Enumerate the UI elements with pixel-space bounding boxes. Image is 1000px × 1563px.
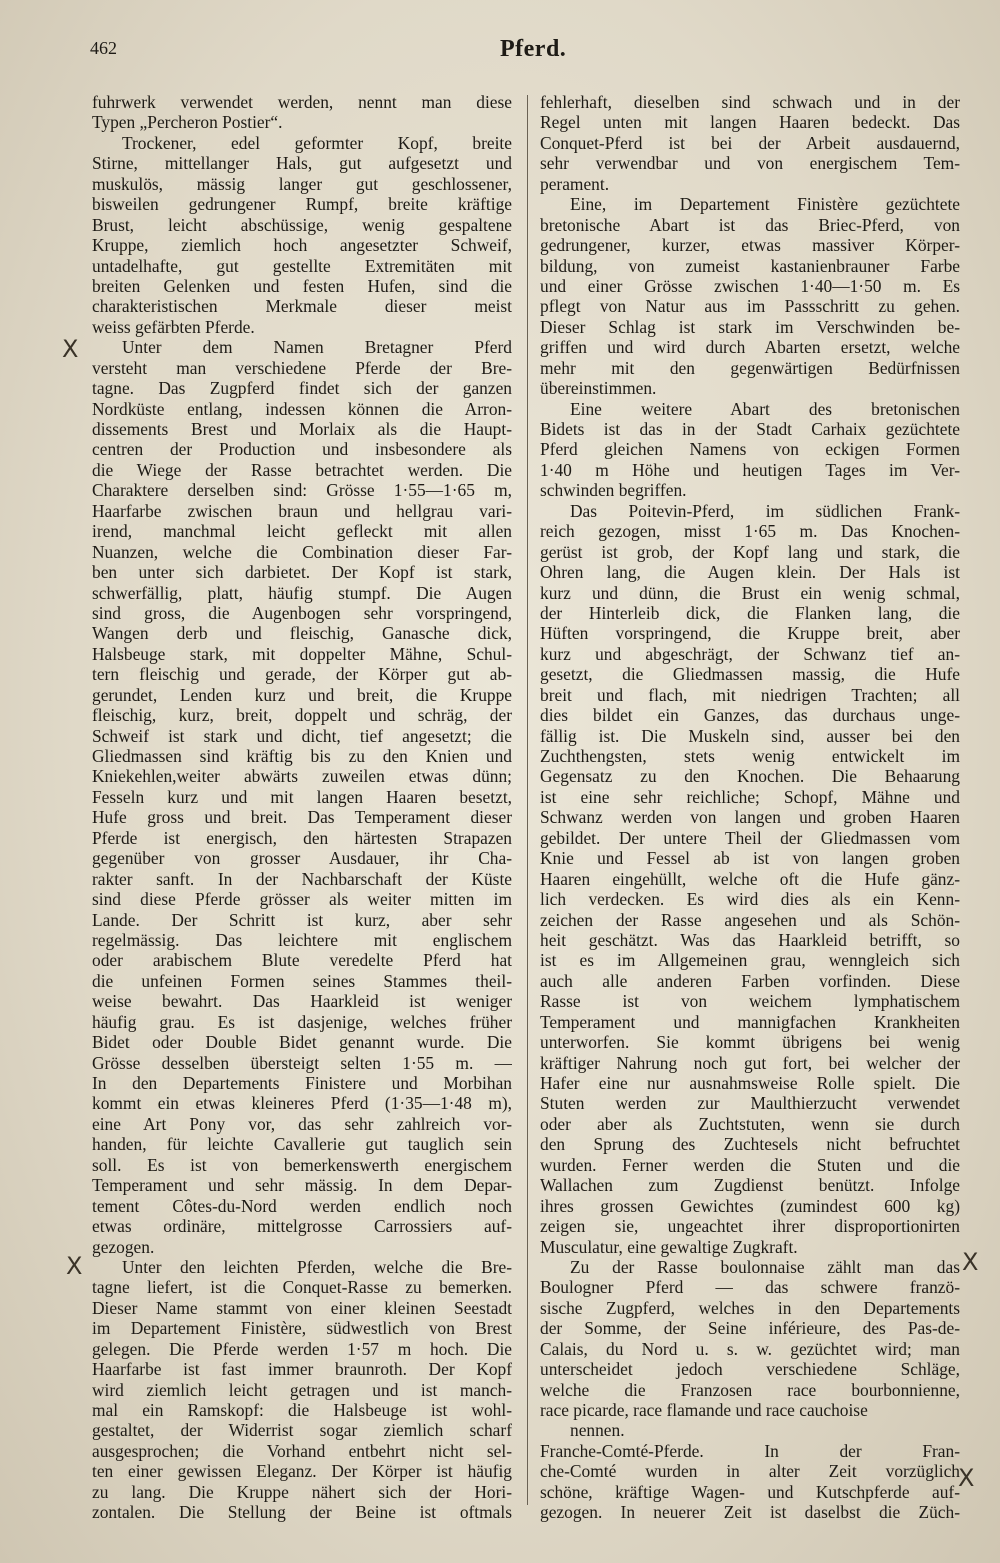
text-line: centren der Production und insbesondere als (92, 439, 512, 460)
text-line: mal ein Ramskopf: die Halsbeuge ist wohl- (92, 1400, 512, 1420)
text-line: Zuchthengsten, stets wenig entwickelt im (540, 746, 960, 766)
text-line: die unfeinen Formen seines Stammes theil- (92, 970, 512, 991)
text-line: Franche-Comté-Pferde. In der Fran- (540, 1440, 960, 1461)
text-line: gesetzt, die Gliedmassen massig, die Hufe (540, 664, 960, 685)
text-line: gerundet, Lenden kurz und breit, die Kruppe (92, 684, 512, 705)
text-line: charakteristischen Merkmale dieser meist (92, 296, 512, 317)
text-line: Brust, leicht abschüssige, wenig gespaltene (92, 214, 512, 235)
text-line: kommt ein etwas kleineres Pferd (1·35—1·48 m), (92, 1093, 512, 1114)
text-line: der Somme, der Seine inférieure, des Pas-de- (540, 1318, 960, 1339)
text-line: Musculatur, eine gewaltige Zugkraft. (540, 1236, 798, 1257)
text-line: gezogen. (92, 1236, 155, 1257)
text-line: im Departement Finistère, südwestlich von Brest (92, 1318, 512, 1339)
text-line: Stirne, mittellanger Hals, gut aufgesetzt und (92, 153, 512, 174)
text-line: kurz und abgeschrägt, der Schwanz tief an- (540, 643, 960, 664)
text-line: Kniekehlen,weiter abwärts zuweilen etwas dünn; (92, 766, 512, 787)
text-line: bildung, von zumeist kastanienbrauner Farbe (540, 255, 960, 276)
text-line: heit geschätzt. Was das Haarkleid betrifft, so (540, 929, 960, 950)
running-title: Pferd. (500, 36, 567, 62)
text-line: Boulogner Pferd — das schwere franzö- (540, 1277, 960, 1298)
text-line: unterworfen. Sie kommt übrigens bei wenig (540, 1032, 960, 1053)
text-line: gedrungener, kurzer, etwas massiver Körper- (540, 235, 960, 256)
text-line: Wangen derb und fleischig, Ganasche dick, (92, 623, 512, 644)
text-line: tement Côtes-du-Nord werden endlich noch (92, 1195, 512, 1216)
text-line: breiten Gelenken und festen Hufen, sind die (92, 275, 512, 296)
text-line: Schweif ist stark und dicht, tief angesetzt; die (92, 725, 512, 746)
text-line: Haarfarbe zwischen braun und hellgrau vari- (92, 500, 512, 521)
text-line: übereinstimmen. (540, 378, 657, 399)
text-line: Hüften vorspringend, die Kruppe breit, aber (540, 623, 960, 644)
text-line: gezogen. In neuerer Zeit ist daselbst die Züch- (540, 1502, 960, 1523)
text-line: Charaktere derselben sind: Grösse 1·55—1·65 m, (92, 480, 512, 501)
text-line: den Sprung des Zuchtesels nicht befruchtet (540, 1134, 960, 1155)
text-line: Pferd gleichen Namens von eckigen Formen (540, 439, 960, 460)
text-line: dissements Brest und Morlaix als die Haupt- (92, 419, 512, 439)
text-line: häufig grau. Es ist dasjenige, welches früher (92, 1011, 512, 1032)
text-line: schwerfällig, platt, häufig stumpf. Die Augen (92, 582, 512, 603)
text-line: tern fleischig und gerade, der Körper gut ab- (92, 664, 512, 685)
text-line: rakter sanft. In der Nachbarschaft der Küste (92, 868, 512, 889)
text-line: der Hinterleib dick, die Flanken lang, die (540, 602, 960, 623)
text-line: gelegen. Die Pferde werden 1·57 m hoch. Die (92, 1338, 512, 1359)
text-line: reich gezogen, misst 1·65 m. Das Knochen- (540, 521, 960, 542)
text-line: Halsbeuge stark, mit doppelter Mähne, Schul- (92, 643, 512, 664)
text-line: fehlerhaft, dieselben sind schwach und in der (540, 92, 960, 112)
text-line: etwas ordinäre, mittelgrosse Carrossiers auf- (92, 1216, 512, 1237)
text-line: auch alle anderen Farben vorfinden. Diese (540, 970, 960, 991)
text-line: Regel unten mit langen Haaren bedeckt. Das (540, 112, 960, 133)
left-text-column (92, 92, 512, 1523)
text-line: Haarfarbe ist fast immer braunroth. Der Kopf (92, 1359, 512, 1380)
text-line: lich verdecken. Es wird dies als ein Kenn- (540, 889, 960, 910)
text-line: Knie und Fessel ab ist von langen groben (540, 848, 960, 869)
text-line: Typen „Percheron Postier“. (92, 112, 283, 133)
text-line: tagne. Das Zugpferd findet sich der ganzen (92, 378, 512, 399)
text-line: und einer Grösse zwischen 1·40—1·50 m. Es (540, 275, 960, 296)
text-line: 1·40 m Höhe und heutigen Tages im Ver- (540, 459, 960, 480)
text-line: ben unter sich darbietet. Der Kopf ist stark, (92, 562, 512, 583)
text-line: schwinden begriffen. (540, 480, 687, 501)
text-line: Stuten werden zur Maulthierzucht verwendet (540, 1093, 960, 1114)
text-line: handen, für leichte Cavallerie gut tauglich sein (92, 1134, 512, 1155)
text-line: fuhrwerk verwendet werden, nennt man diese (92, 92, 512, 112)
text-line: die Wiege der Rasse betrachtet werden. Die (92, 459, 512, 480)
text-line: griffen und wird durch Abarten ersetzt, welche (540, 337, 960, 358)
margin-cross-mark: X (958, 1464, 975, 1492)
column-divider (527, 95, 528, 1505)
text-line: Ohren lang, die Augen klein. Der Hals ist (540, 562, 960, 583)
text-line: zeichen der Rasse angesehen und als Schön- (540, 909, 960, 930)
page-header (90, 30, 960, 70)
text-line: che-Comté wurden in alter Zeit vorzüglich (540, 1461, 960, 1482)
text-line: eine Art Pony vor, das sehr zahlreich vor- (92, 1113, 512, 1134)
text-line: Haaren eingehüllt, welche oft die Hufe gänz- (540, 868, 960, 889)
text-line: schöne, kräftige Wagen- und Kutschpferde auf- (540, 1481, 960, 1502)
text-line: sische Zugpferd, welches in den Departements (540, 1297, 960, 1318)
text-line: breit und flach, mit niedrigen Trachten; all (540, 684, 960, 705)
text-line: ausgesprochen; die Vorhand entbehrt nicht sel- (92, 1440, 512, 1461)
text-line: Rasse ist von weichem lymphatischem (540, 991, 960, 1012)
text-line: ten einer gewissen Eleganz. Der Körper ist häufig (92, 1461, 512, 1482)
text-line: Bidets ist das in der Stadt Carhaix gezüchtete (540, 419, 960, 439)
text-line: Gegensatz zu den Knochen. Die Behaarung (540, 766, 960, 787)
text-line: tagne liefert, ist die Conquet-Rasse zu bemerken. (92, 1277, 512, 1298)
text-line: Lande. Der Schritt ist kurz, aber sehr (92, 909, 512, 930)
text-line: sind gross, die Augenbogen sehr vorspringend, (92, 602, 512, 623)
text-line: Calais, du Nord u. s. w. gezüchtet wird; man (540, 1338, 960, 1359)
text-line: Das Poitevin-Pferd, im südlichen Frank- (570, 500, 960, 521)
text-line: sehr verwendbar und von energischem Tem- (540, 153, 960, 174)
text-line: ihres grossen Gewichtes (zumindest 600 kg) (540, 1195, 960, 1216)
text-line: Hufe gross und breit. Das Temperament dieser (92, 807, 512, 828)
margin-cross-mark: X (62, 335, 79, 363)
text-line: dies bildet ein Ganzes, das durchaus unge- (540, 705, 960, 726)
text-line: pflegt von Natur aus im Passschritt zu gehen. (540, 296, 960, 317)
text-line: zu lang. Die Kruppe nähert sich der Hori- (92, 1481, 512, 1502)
text-line: nennen. (570, 1420, 625, 1441)
text-line: wurden. Ferner werden die Stuten und die (540, 1154, 960, 1175)
text-line: muskulös, mässig langer gut geschlossener, (92, 173, 512, 194)
text-line: ist es im Allgemeinen grau, wenngleich sich (540, 950, 960, 971)
text-line: wird ziemlich leicht getragen und ist manch- (92, 1379, 512, 1400)
text-line: weiss gefärbten Pferde. (92, 316, 255, 337)
text-line: weise bewahrt. Das Haarkleid ist weniger (92, 991, 512, 1012)
text-line: fällig ist. Die Muskeln sind, ausser bei den (540, 725, 960, 746)
text-line: oder aber als Zuchtstuten, wenn sie durch (540, 1113, 960, 1134)
text-line: mehr mit den gegenwärtigen Bedürfnissen (540, 357, 960, 378)
text-line: race picarde, race flamande und race cauchoise (540, 1400, 868, 1420)
text-line: oder arabischem Blute veredelte Pferd hat (92, 950, 512, 971)
text-line: gerüst ist grob, der Kopf lang und stark, die (540, 541, 960, 562)
text-line: untadelhafte, gut gestellte Extremitäten mit (92, 255, 512, 276)
text-line: Unter den leichten Pferden, welche die Bre- (122, 1256, 512, 1277)
text-line: Unter dem Namen Bretagner Pferd (122, 337, 512, 358)
text-line: gestaltet, der Widerrist sogar ziemlich scharf (92, 1420, 512, 1441)
text-line: Zu der Rasse boulonnaise zählt man das (570, 1256, 960, 1277)
text-line: Kruppe, ziemlich hoch angesetzter Schweif, (92, 235, 512, 256)
text-line: unterscheidet jedoch verschiedene Schläge, (540, 1359, 960, 1380)
page-number: 462 (90, 38, 117, 58)
text-line: gegenüber von grosser Ausdauer, ihr Cha- (92, 848, 512, 869)
text-line: Nuanzen, welche die Combination dieser Far- (92, 541, 512, 562)
text-line: sind diese Pferde grösser als weiter mitten im (92, 889, 512, 910)
margin-cross-mark: X (962, 1248, 979, 1276)
text-line: bisweilen gedrungener Rumpf, breite kräftige (92, 194, 512, 215)
text-line: In den Departements Finistere und Morbihan (92, 1073, 512, 1093)
text-line: Dieser Name stammt von einer kleinen Seestadt (92, 1297, 512, 1318)
text-line: Bidet oder Double Bidet genannt wurde. Die (92, 1032, 512, 1053)
text-line: Dieser Schlag ist stark im Verschwinden be- (540, 316, 960, 337)
text-line: gebildet. Der untere Theil der Gliedmassen vom (540, 827, 960, 848)
text-line: irend, manchmal leicht gefleckt mit allen (92, 521, 512, 542)
text-line: perament. (540, 173, 610, 194)
text-line: Gliedmassen sind kräftig bis zu den Knien und (92, 746, 512, 766)
text-line: zeigen sie, ungeachtet ihrer disproportionirten (540, 1216, 960, 1237)
text-line: fleischig, kurz, breit, doppelt und schräg, der (92, 705, 512, 726)
text-line: Temperament und sehr mässig. In dem Depar- (92, 1175, 512, 1196)
text-line: regelmässig. Das leichtere mit englischem (92, 929, 512, 950)
text-line: welche die Franzosen race bourbonnienne, (540, 1379, 960, 1400)
text-line: ist eine sehr reichliche; Schopf, Mähne und (540, 786, 960, 807)
text-line: bretonische Abart ist das Briec-Pferd, von (540, 214, 960, 235)
text-line: kräftiger Nahrung noch gut fort, bei welcher der (540, 1052, 960, 1073)
text-line: Conquet-Pferd ist bei der Arbeit ausdauernd, (540, 132, 960, 153)
text-line: Trockener, edel geformter Kopf, breite (122, 132, 512, 153)
text-line: Nordküste entlang, indessen können die Arron- (92, 398, 512, 419)
right-text-column (540, 92, 960, 1523)
text-line: kurz und dünn, die Brust ein wenig schmal, (540, 582, 960, 603)
text-line: Schwanz werden von langen und groben Haaren (540, 807, 960, 828)
text-line: versteht man verschiedene Pferde der Bre- (92, 357, 512, 378)
text-line: Wallachen zum Zugdienst benützt. Infolge (540, 1175, 960, 1196)
text-line: Grösse desselben übersteigt selten 1·55 m. — (92, 1052, 512, 1073)
text-line: soll. Es ist von bemerkenswerth energischem (92, 1154, 512, 1175)
text-line: Pferde ist energisch, den härtesten Strapazen (92, 827, 512, 848)
text-line: Temperament und mannigfachen Krankheiten (540, 1011, 960, 1032)
text-line: Eine weitere Abart des bretonischen (570, 398, 960, 419)
text-line: zontalen. Die Stellung der Beine ist oftmals (92, 1502, 512, 1523)
text-line: Hafer eine nur ausnahmsweise Rolle spielt. Die (540, 1073, 960, 1093)
margin-cross-mark: X (66, 1252, 83, 1280)
text-line: Fesseln kurz und mit langen Haaren besetzt, (92, 786, 512, 807)
text-line: Eine, im Departement Finistère gezüchtete (570, 194, 960, 215)
